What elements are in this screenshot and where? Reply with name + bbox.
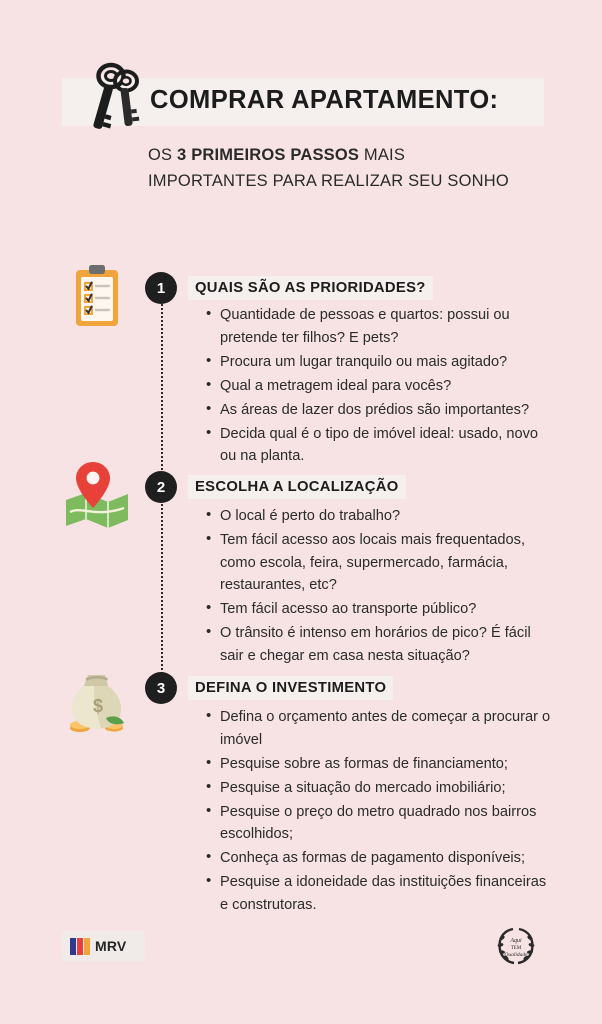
- list-item: • As áreas de lazer dos prédios são importantes?: [205, 399, 555, 422]
- step-3-heading: DEFINA O INVESTIMENTO: [188, 676, 393, 700]
- keys-icon: [82, 62, 152, 136]
- list-item: • Pesquise sobre as formas de financiamento;: [205, 753, 555, 776]
- page-subtitle: [148, 142, 548, 194]
- list-item: • Pesquise a idoneidade das instituições financeiras e construtoras.: [205, 871, 555, 916]
- mrv-logo[interactable]: [62, 931, 145, 961]
- svg-text:TEM: TEM: [510, 946, 522, 951]
- clipboard-checklist-icon: [62, 262, 132, 332]
- list-item: • Defina o orçamento antes de começar a procurar o imóvel: [205, 706, 555, 751]
- list-item: • Pesquise o preço do metro quadrado nos bairros escolhidos;: [205, 801, 555, 846]
- subtitle-text-bold: 3 PRIMEIROS PASSOS: [177, 146, 360, 164]
- list-item: • Quantidade de pessoas e quartos: possui ou pretende ter filhos? E pets?: [205, 304, 555, 349]
- subtitle-line-2: IMPORTANTES PARA REALIZAR SEU SONHO: [148, 172, 509, 190]
- header: [0, 0, 602, 225]
- list-item: • Procura um lugar tranquilo ou mais agitado?: [205, 351, 555, 374]
- subtitle-text-1: OS: [148, 146, 178, 164]
- money-bag-icon: [62, 666, 132, 736]
- step-3-number: 3: [145, 672, 177, 704]
- mrv-logo-mark: [70, 938, 90, 955]
- svg-text:$: $: [92, 696, 104, 716]
- list-item: • Pesquise a situação do mercado imobiliário;: [205, 777, 555, 800]
- step-2-heading: ESCOLHA A LOCALIZAÇÃO: [188, 475, 406, 499]
- list-item: • Decida qual é o tipo de imóvel ideal: usado, novo ou na planta.: [205, 423, 555, 468]
- list-item: • Qual a metragem ideal para vocês?: [205, 375, 555, 398]
- step-1-number: 1: [145, 272, 177, 304]
- subtitle-text-2: MAIS: [359, 146, 406, 164]
- list-item: • O trânsito é intenso em horários de pico? É fácil sair e chegar em casa nesta situação?: [205, 622, 555, 667]
- svg-text:Qualidade: Qualidade: [504, 952, 528, 958]
- list-item: • Tem fácil acesso aos locais mais frequentados, como escola, feira, supermercado, farmácia, restaurantes, etc?: [205, 529, 555, 597]
- page-title: COMPRAR APARTAMENTO:: [150, 86, 499, 114]
- list-item: • O local é perto do trabalho?: [205, 505, 555, 528]
- step-2-bullet-list: [205, 505, 555, 669]
- map-pin-icon: [62, 460, 132, 530]
- laurel-award-icon: [489, 926, 543, 966]
- svg-text:Aqui: Aqui: [510, 938, 522, 944]
- step-1-bullet-list: [205, 304, 555, 469]
- step-3-bullet-list: [205, 706, 555, 918]
- mrv-logo-text: MRV: [95, 938, 127, 954]
- step-1-heading: QUAIS SÃO AS PRIORIDADES?: [188, 276, 433, 300]
- list-item: • Conheça as formas de pagamento disponíveis;: [205, 847, 555, 870]
- list-item: • Tem fácil acesso ao transporte público?: [205, 598, 555, 621]
- step-2-number: 2: [145, 471, 177, 503]
